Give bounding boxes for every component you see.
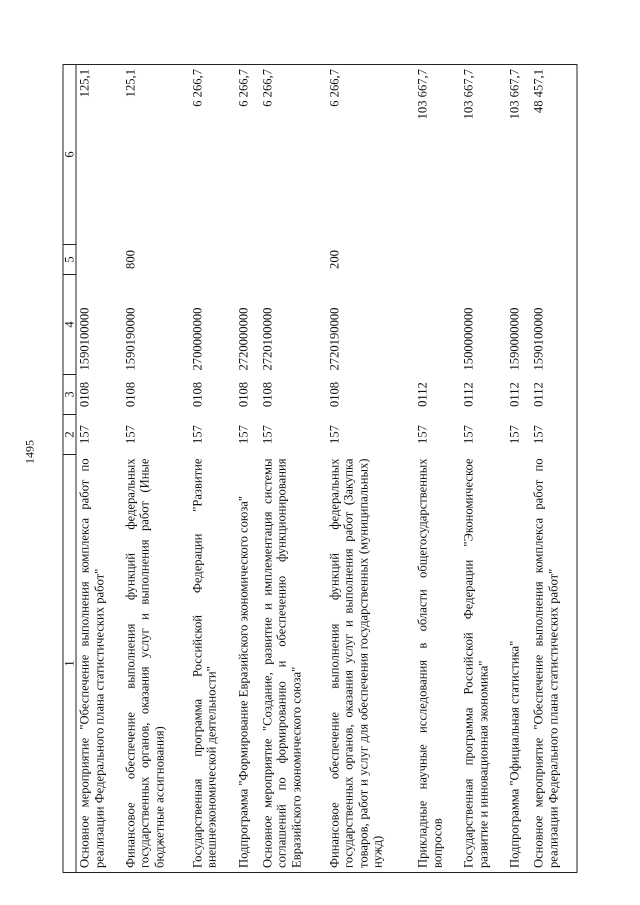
amount: 103 667,7	[461, 65, 507, 245]
section-code: 0108	[327, 381, 342, 408]
amount: 103 667,7	[506, 65, 530, 245]
row-name: Основное мероприятие "Создание, развитие и имплементация системы соглашений по формированию и обеспечению функционирования Евразийского экономического союза"	[259, 455, 326, 873]
target-code: 1590190000	[123, 307, 138, 371]
grbs-code: 157	[415, 425, 430, 444]
table-row	[235, 65, 259, 873]
column-number: 3	[63, 375, 76, 415]
grbs-code: 157	[236, 425, 251, 444]
amount: 125,1	[122, 65, 189, 245]
table-row	[461, 65, 507, 873]
expense-type-code	[506, 245, 530, 275]
section-code: 0108	[260, 381, 275, 408]
section-code: 0112	[507, 382, 522, 407]
table-row	[415, 65, 461, 873]
column-number: 1	[63, 455, 76, 873]
amount: 6 266,7	[259, 65, 326, 245]
table-row	[189, 65, 235, 873]
row-name: Основное мероприятие "Обеспечение выполнения комплекса работ по реализации Федерального плана статистических работ"	[531, 455, 577, 873]
section-code: 0108	[77, 381, 92, 408]
table-row	[326, 65, 414, 873]
grbs-code: 157	[531, 415, 577, 455]
row-name: Основное мероприятие "Обеспечение выполнения комплекса работ по реализации Федерального плана статистических работ"	[76, 455, 122, 873]
expense-type-code: 800	[123, 250, 138, 269]
section-code: 0112	[531, 375, 577, 415]
expense-type-code	[415, 245, 461, 275]
target-code: 2720100000	[260, 307, 275, 371]
expense-type-code: 200	[327, 250, 342, 269]
column-number: 4	[63, 275, 76, 375]
target-code: 1500000000	[461, 307, 476, 371]
table-row	[531, 65, 577, 873]
page-number: 1495	[22, 440, 37, 464]
column-number: 6	[63, 65, 76, 245]
section-code: 0112	[415, 382, 430, 407]
target-code: 1590100000	[77, 307, 92, 371]
grbs-code: 157	[190, 425, 205, 444]
section-code: 0108	[190, 381, 205, 408]
amount: 6 266,7	[235, 65, 259, 245]
table-body	[63, 65, 577, 873]
row-name: Государственная программа Российской Федерации "Развитие внешнеэкономической деятельности"	[189, 455, 235, 873]
row-name: Финансовое обеспечение выполнения функций федеральных государственных органов, оказания услуг и выполнения работ (Закупка товаров, работ и услуг для обеспечения государственных (муниципальных) нужд)	[326, 455, 414, 873]
row-name: Прикладные научные исследования в области общегосударственных вопросов	[415, 455, 461, 873]
expense-type-code	[235, 245, 259, 275]
rotated-page	[63, 65, 578, 873]
table-row	[76, 65, 122, 873]
section-code: 0108	[236, 381, 251, 408]
row-name: Подпрограмма "Официальная статистика"	[506, 455, 530, 873]
target-code: 2700000000	[190, 307, 205, 371]
amount: 6 266,7	[189, 65, 235, 245]
expense-type-code	[531, 245, 577, 275]
table-row	[259, 65, 326, 873]
amount: 6 266,7	[326, 65, 414, 245]
table-row	[122, 65, 189, 873]
target-code: 1590100000	[531, 275, 577, 375]
grbs-code: 157	[123, 425, 138, 444]
expense-type-code	[189, 245, 235, 275]
column-number-row	[63, 65, 76, 873]
grbs-code: 157	[77, 425, 92, 444]
expense-type-code	[259, 245, 326, 275]
expense-type-code	[76, 245, 122, 275]
target-code: 2720000000	[236, 307, 251, 371]
row-name: Финансовое обеспечение выполнения функций федеральных государственных органов, оказания услуг и выполнения работ (Иные бюджетные ассигнования)	[122, 455, 189, 873]
budget-table	[63, 64, 578, 873]
row-name: Подпрограмма "Формирование Евразийского экономического союза"	[235, 455, 259, 873]
amount: 48 457,1	[531, 65, 577, 245]
target-code: 2720190000	[327, 307, 342, 371]
amount: 103 667,7	[415, 65, 461, 245]
expense-type-code	[461, 245, 507, 275]
row-name: Государственная программа Российской Федерации "Экономическое развитие и инновационная экономика"	[461, 455, 507, 873]
section-code: 0112	[461, 382, 476, 407]
table-row	[506, 65, 530, 873]
grbs-code: 157	[327, 425, 342, 444]
target-code: 1590000000	[507, 307, 522, 371]
grbs-code: 157	[461, 425, 476, 444]
grbs-code: 157	[260, 425, 275, 444]
column-number: 5	[63, 245, 76, 275]
column-number: 2	[63, 415, 76, 455]
amount: 125,1	[76, 65, 122, 245]
target-code	[415, 275, 461, 375]
grbs-code: 157	[507, 425, 522, 444]
section-code: 0108	[123, 381, 138, 408]
